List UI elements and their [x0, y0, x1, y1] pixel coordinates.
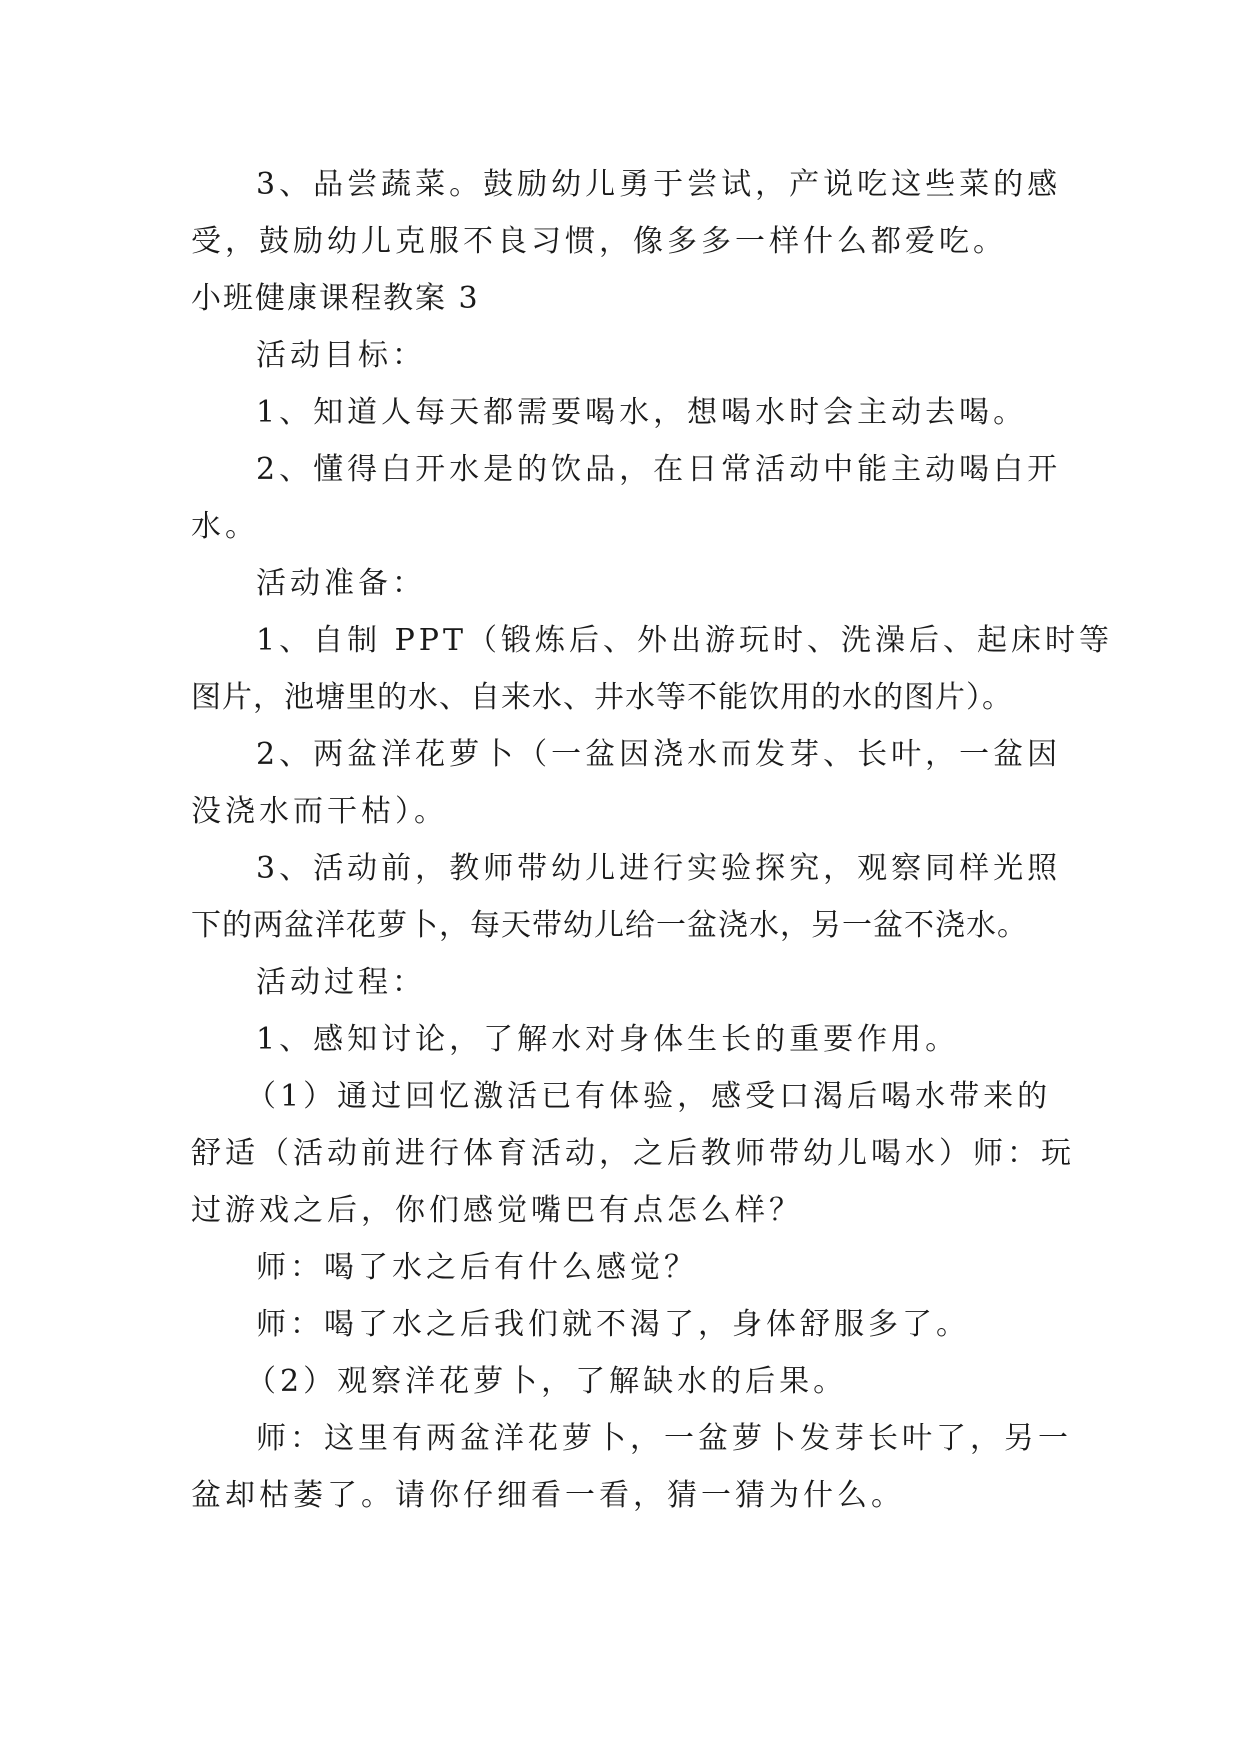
paragraph-line: 师：这里有两盆洋花萝卜，一盆萝卜发芽长叶了，另一	[256, 1421, 1072, 1456]
subheading-goals: 活动目标：	[256, 338, 426, 373]
paragraph-line: 2、懂得白开水是的饮品，在日常活动中能主动喝白开	[256, 452, 1062, 487]
paragraph-line: 师：喝了水之后我们就不渴了，身体舒服多了。	[256, 1307, 970, 1342]
paragraph-line: 1、感知讨论，了解水对身体生长的重要作用。	[256, 1022, 960, 1057]
paragraph-line: （2）观察洋花萝卜，了解缺水的后果。	[246, 1364, 848, 1399]
paragraph-line: 没浇水而干枯）。	[191, 794, 448, 829]
paragraph-line: 图片，池塘里的水、自来水、井水等不能饮用的水的图片）。	[191, 680, 1013, 715]
paragraph-line: 2、两盆洋花萝卜（一盆因浇水而发芽、长叶，一盆因	[256, 737, 1062, 772]
paragraph-line: 1、自制 PPT（锻炼后、外出游玩时、洗澡后、起床时等	[256, 623, 1114, 658]
paragraph-line: （1）通过回忆激活已有体验，感受口渴后喝水带来的	[246, 1079, 1052, 1114]
paragraph-line: 3、品尝蔬菜。鼓励幼儿勇于尝试，产说吃这些菜的感	[256, 167, 1062, 202]
paragraph-line: 下的两盆洋花萝卜，每天带幼儿给一盆浇水，另一盆不浇水。	[191, 908, 1028, 943]
paragraph-line: 过游戏之后，你们感觉嘴巴有点怎么样？	[191, 1193, 803, 1228]
subheading-process: 活动过程：	[256, 965, 426, 1000]
paragraph-line: 受，鼓励幼儿克服不良习惯，像多多一样什么都爱吃。	[191, 224, 1007, 259]
subheading-preparation: 活动准备：	[256, 566, 426, 601]
paragraph-line: 水。	[191, 509, 259, 544]
section-heading: 小班健康课程教案 3	[191, 281, 480, 316]
paragraph-line: 盆却枯萎了。请你仔细看一看，猜一猜为什么。	[191, 1478, 905, 1513]
paragraph-line: 1、知道人每天都需要喝水，想喝水时会主动去喝。	[256, 395, 1028, 430]
paragraph-line: 师：喝了水之后有什么感觉？	[256, 1250, 698, 1285]
paragraph-line: 3、活动前，教师带幼儿进行实验探究，观察同样光照	[256, 851, 1062, 886]
paragraph-line: 舒适（活动前进行体育活动，之后教师带幼儿喝水）师：玩	[191, 1136, 1075, 1171]
